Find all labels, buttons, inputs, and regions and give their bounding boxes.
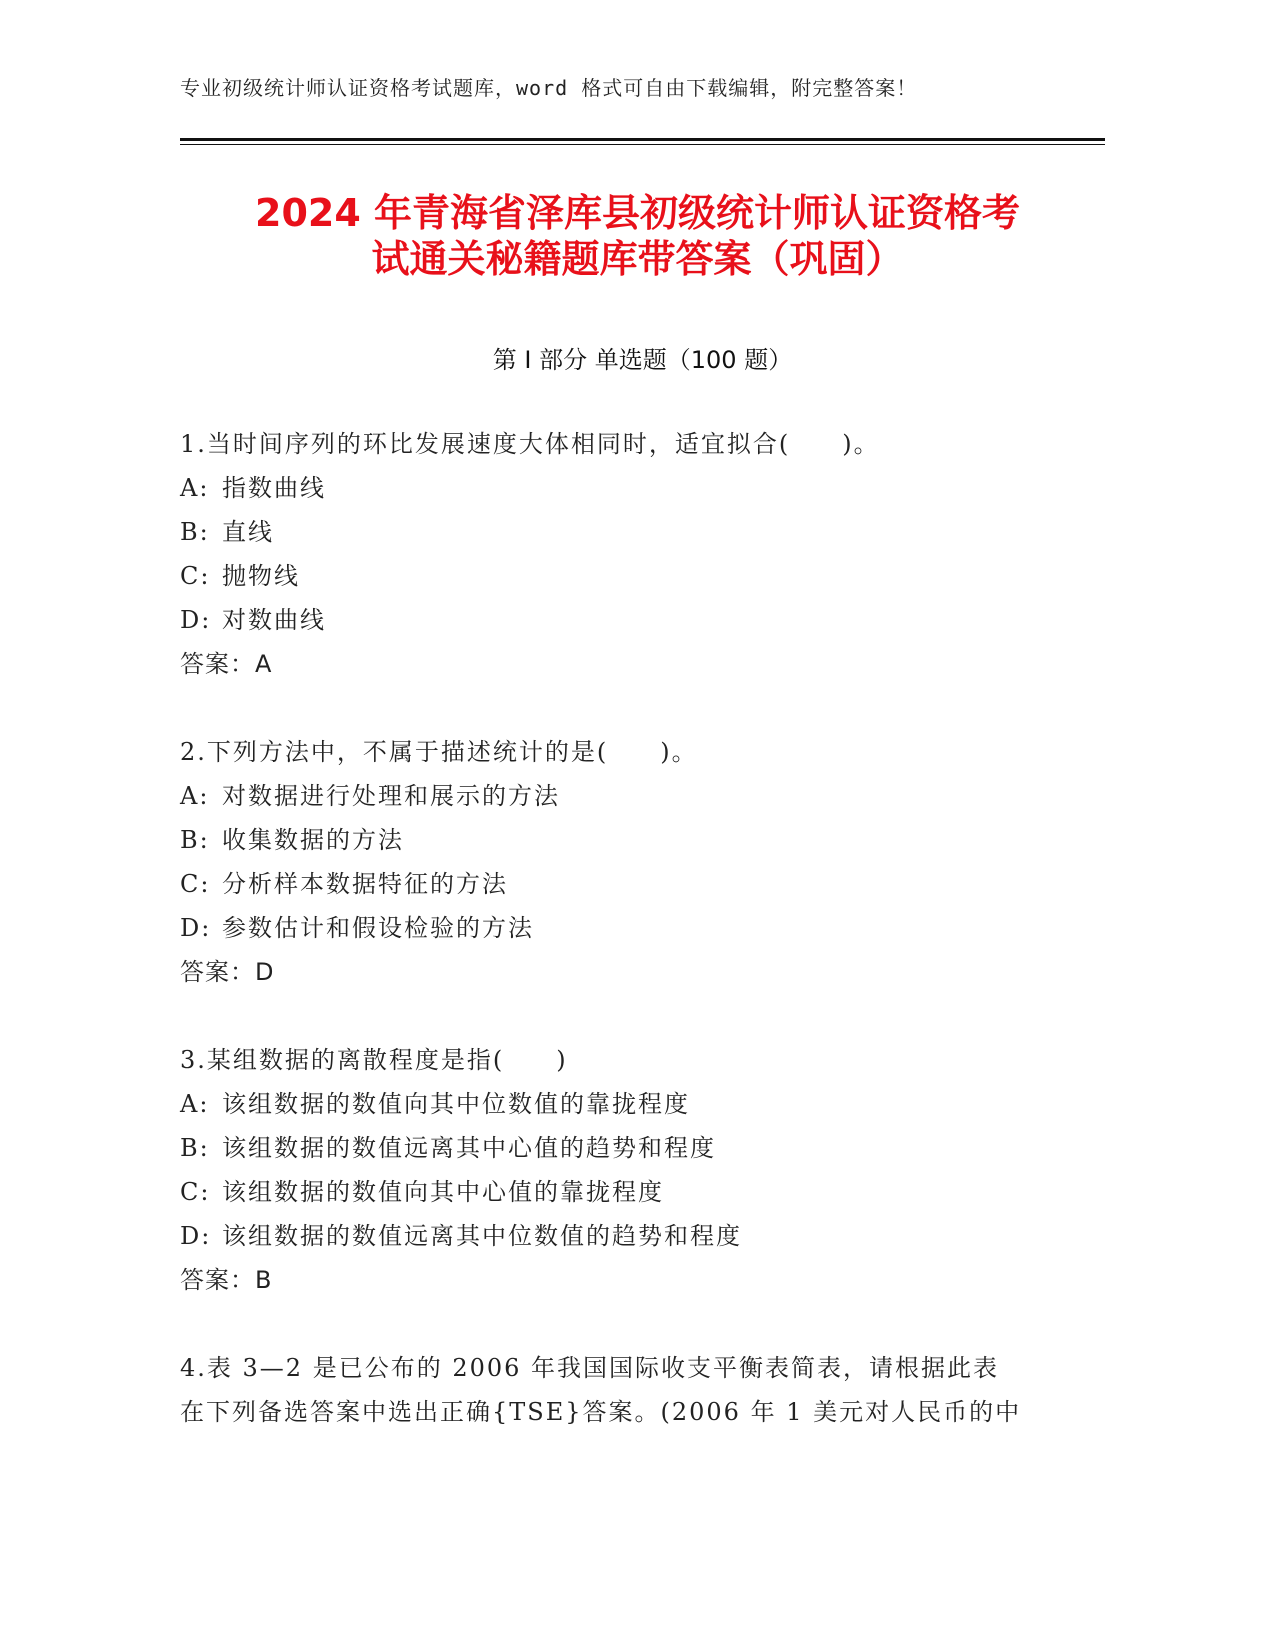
option-letter: A: — [180, 1090, 210, 1118]
option-text: 该组数据的数值向其中心值的靠拢程度 — [222, 1178, 664, 1206]
option-text: 指数曲线 — [222, 474, 326, 502]
option-letter: B: — [180, 1134, 210, 1162]
header-rule-thick — [180, 138, 1105, 141]
option-b — [180, 1126, 1125, 1170]
option-letter: A: — [180, 474, 210, 502]
option-c — [180, 862, 1125, 906]
question-stem-line-2: 在下列备选答案中选出正确{TSE}答案。(2006 年 1 美元对人民币的中 — [180, 1398, 1022, 1426]
option-text: 参数估计和假设检验的方法 — [222, 914, 534, 942]
option-d — [180, 598, 1125, 642]
question-2 — [180, 730, 1125, 994]
option-c — [180, 1170, 1125, 1214]
question-1 — [180, 422, 1125, 686]
option-b — [180, 818, 1125, 862]
option-text: 直线 — [222, 518, 274, 546]
answer: 答案：A — [180, 650, 273, 678]
answer: 答案：B — [180, 1266, 273, 1294]
option-letter: C: — [180, 1178, 211, 1206]
option-text: 对数曲线 — [222, 606, 326, 634]
option-letter: C: — [180, 870, 211, 898]
header-rule-thin — [180, 144, 1105, 145]
option-text: 抛物线 — [222, 562, 300, 590]
question-stem: 1.当时间序列的环比发展速度大体相同时，适宜拟合( )。 — [180, 430, 880, 458]
option-letter: C: — [180, 562, 211, 590]
option-d — [180, 906, 1125, 950]
option-text: 对数据进行处理和展示的方法 — [222, 782, 560, 810]
option-d — [180, 1214, 1125, 1258]
option-letter: D: — [180, 914, 212, 942]
question-stem: 3.某组数据的离散程度是指( ) — [180, 1046, 568, 1074]
document-title — [150, 190, 1125, 282]
option-a — [180, 1082, 1125, 1126]
option-text: 收集数据的方法 — [222, 826, 404, 854]
header-note: 专业初级统计师认证资格考试题库，word 格式可自由下载编辑，附完整答案！ — [180, 76, 918, 100]
question-list — [180, 422, 1125, 1478]
option-text: 该组数据的数值远离其中位数值的趋势和程度 — [222, 1222, 742, 1250]
answer: 答案：D — [180, 958, 275, 986]
question-4 — [180, 1346, 1125, 1434]
option-letter: A: — [180, 782, 210, 810]
option-letter: D: — [180, 606, 212, 634]
title-line-1: 2024 年青海省泽库县初级统计师认证资格考 — [255, 191, 1020, 235]
option-a — [180, 774, 1125, 818]
option-text: 分析样本数据特征的方法 — [222, 870, 508, 898]
option-text: 该组数据的数值远离其中心值的趋势和程度 — [222, 1134, 716, 1162]
option-c — [180, 554, 1125, 598]
question-3 — [180, 1038, 1125, 1302]
section-title: 第 I 部分 单选题（100 题） — [492, 346, 793, 374]
option-b — [180, 510, 1125, 554]
option-text: 该组数据的数值向其中位数值的靠拢程度 — [222, 1090, 690, 1118]
question-stem-line-1: 4.表 3—2 是已公布的 2006 年我国国际收支平衡表简表，请根据此表 — [180, 1354, 1000, 1382]
option-a — [180, 466, 1125, 510]
option-letter: B: — [180, 518, 210, 546]
option-letter: B: — [180, 826, 210, 854]
title-line-2: 试通关秘籍题库带答案（巩固） — [371, 237, 904, 281]
question-stem: 2.下列方法中，不属于描述统计的是( )。 — [180, 738, 698, 766]
option-letter: D: — [180, 1222, 212, 1250]
